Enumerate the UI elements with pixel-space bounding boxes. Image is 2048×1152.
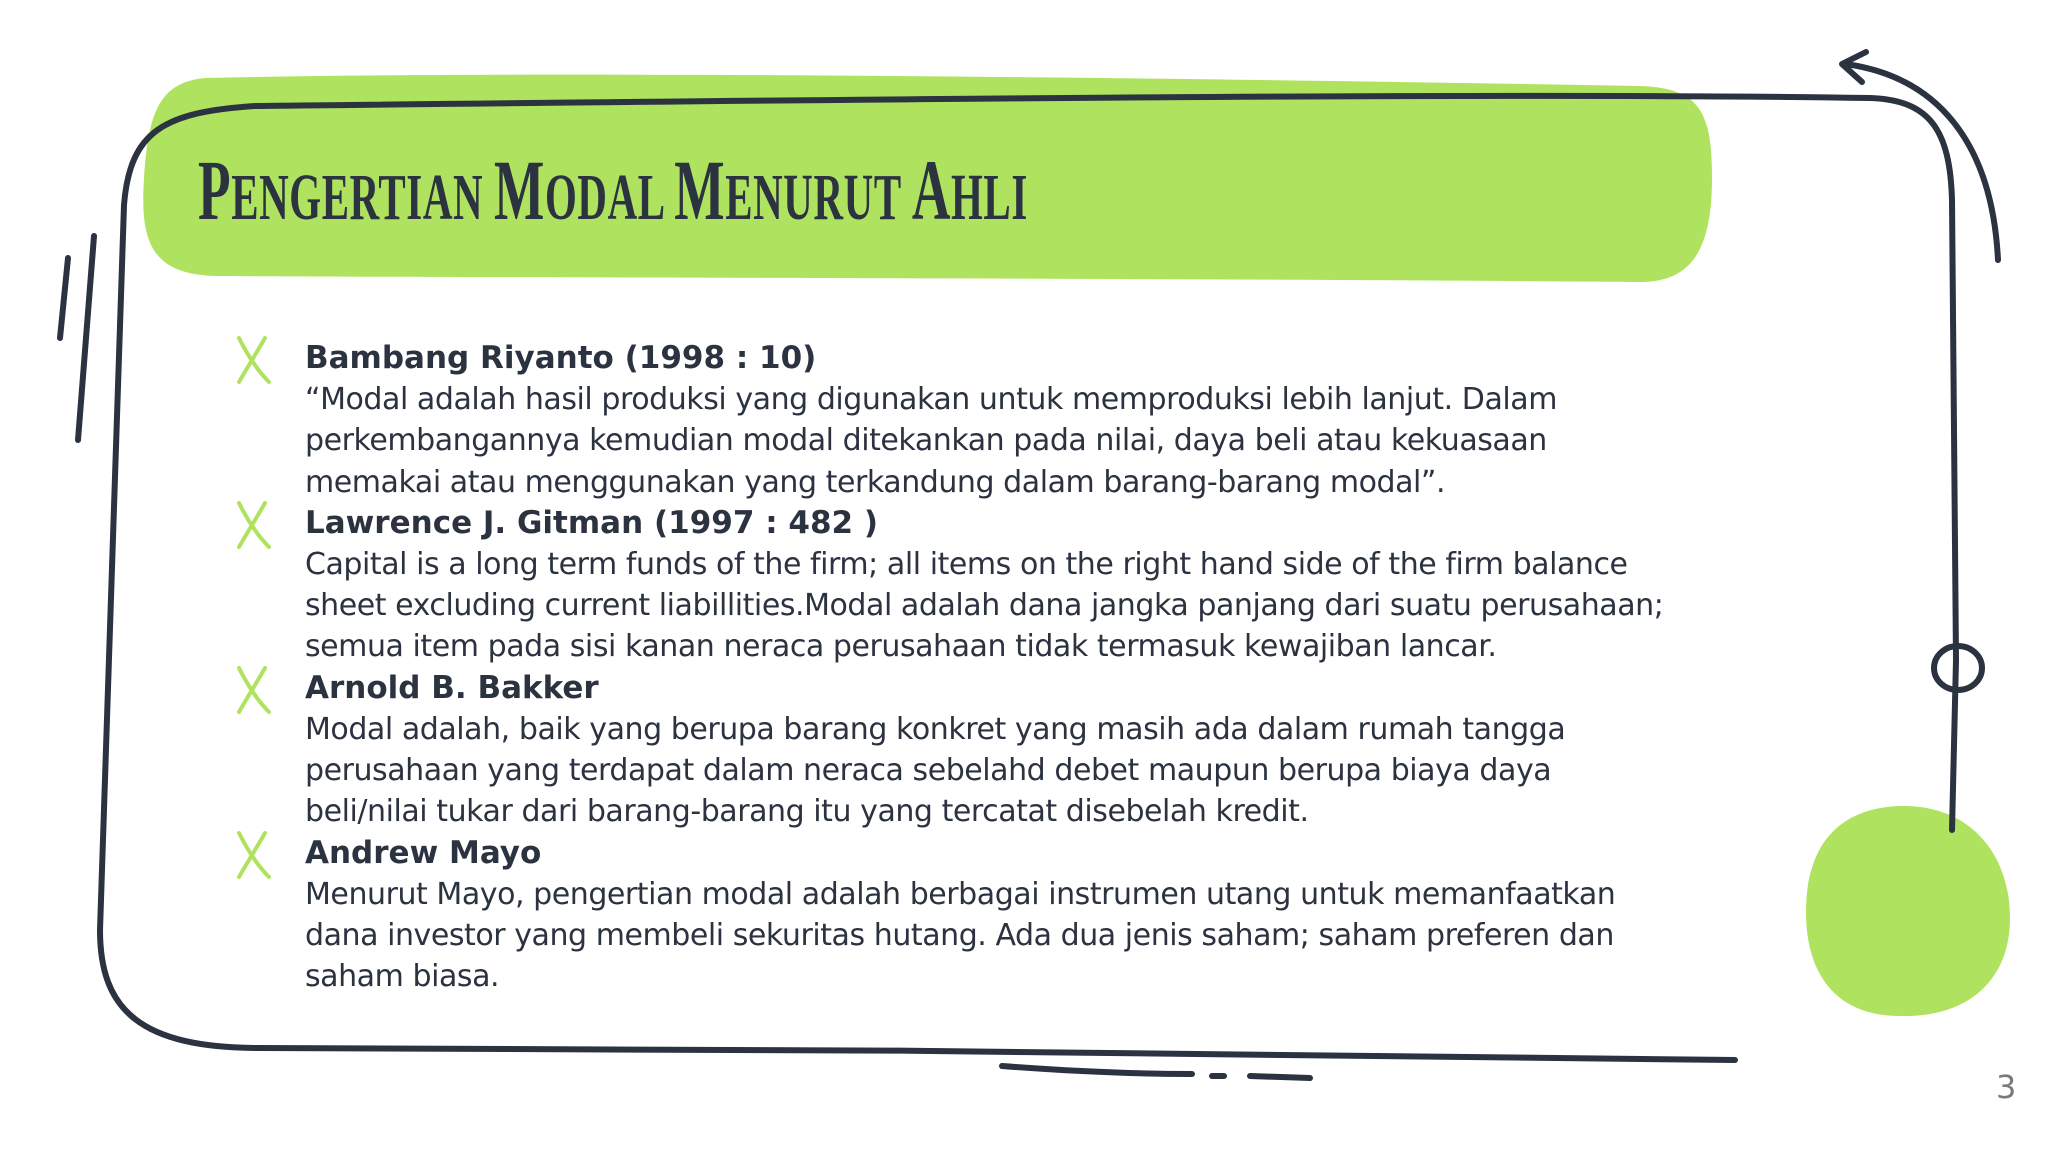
x-mark-icon <box>233 664 275 716</box>
x-mark-icon <box>233 499 275 551</box>
green-circle-blob <box>1806 806 2010 1016</box>
expert-name: Arnold B. Bakker <box>305 669 599 706</box>
expert-name: Andrew Mayo <box>305 834 542 871</box>
expert-name: Bambang Riyanto (1998 : 10) <box>305 340 817 376</box>
x-mark-icon <box>233 829 275 881</box>
list-item <box>225 503 1745 668</box>
bottom-dash-1 <box>1002 1066 1192 1074</box>
title-word: ODAL <box>544 161 675 234</box>
title-word: ENURUT <box>725 161 912 234</box>
list-item <box>225 338 1745 503</box>
expert-definition: “Modal adalah hasil produksi yang digunakan untuk memproduksi lebih lanjut. Dalam perkembangannya kemudian modal ditekankan pada nilai, daya beli atau kekuasaan memakai atau menggunakan yang terkandung dalam barang-barang modal”. <box>305 382 1557 500</box>
title-char: M <box>494 142 545 238</box>
expert-name: Lawrence J. Gitman (1997 : 482 ) <box>305 504 879 541</box>
page-number: 3 <box>1996 1068 2017 1106</box>
curved-arrow-line <box>1845 64 1998 260</box>
title-char: A <box>911 142 951 238</box>
slide-title <box>198 140 1028 248</box>
frame-right-stroke <box>1952 660 1956 830</box>
expert-definition: Menurut Mayo, pengertian modal adalah berbagai instrumen utang untuk memanfaatkan dana investor yang membeli sekuritas hutang. Ada dua jenis saham; saham preferen dan saham biasa. <box>305 876 1616 995</box>
title-word: HLI <box>950 161 1028 234</box>
expert-definition: Capital is a long term funds of the firm; all items on the right hand side of the firm balance sheet excluding current liabillities.Modal adalah dana jangka panjang dari suatu perusahaan; semua item pada sisi kanan neraca perusahaan tidak termasuk kewajiban lancar. <box>305 546 1664 665</box>
left-accent-stroke-2 <box>78 236 94 440</box>
x-mark-icon <box>233 334 275 386</box>
definitions-list <box>225 338 1745 998</box>
bottom-dash-3 <box>1250 1076 1310 1078</box>
title-char: M <box>674 142 726 238</box>
list-item <box>225 833 1745 998</box>
title-word: ENGERTIAN <box>231 161 495 234</box>
title-char: P <box>198 142 232 238</box>
left-accent-stroke-1 <box>60 258 68 338</box>
expert-definition: Modal adalah, baik yang berupa barang konkret yang masih ada dalam rumah tangga perusahaan yang terdapat dalam neraca sebelahd debet maupun berupa biaya daya beli/nilai tukar dari barang-barang itu yang tercatat disebelah kredit. <box>305 711 1566 830</box>
list-item <box>225 668 1745 833</box>
